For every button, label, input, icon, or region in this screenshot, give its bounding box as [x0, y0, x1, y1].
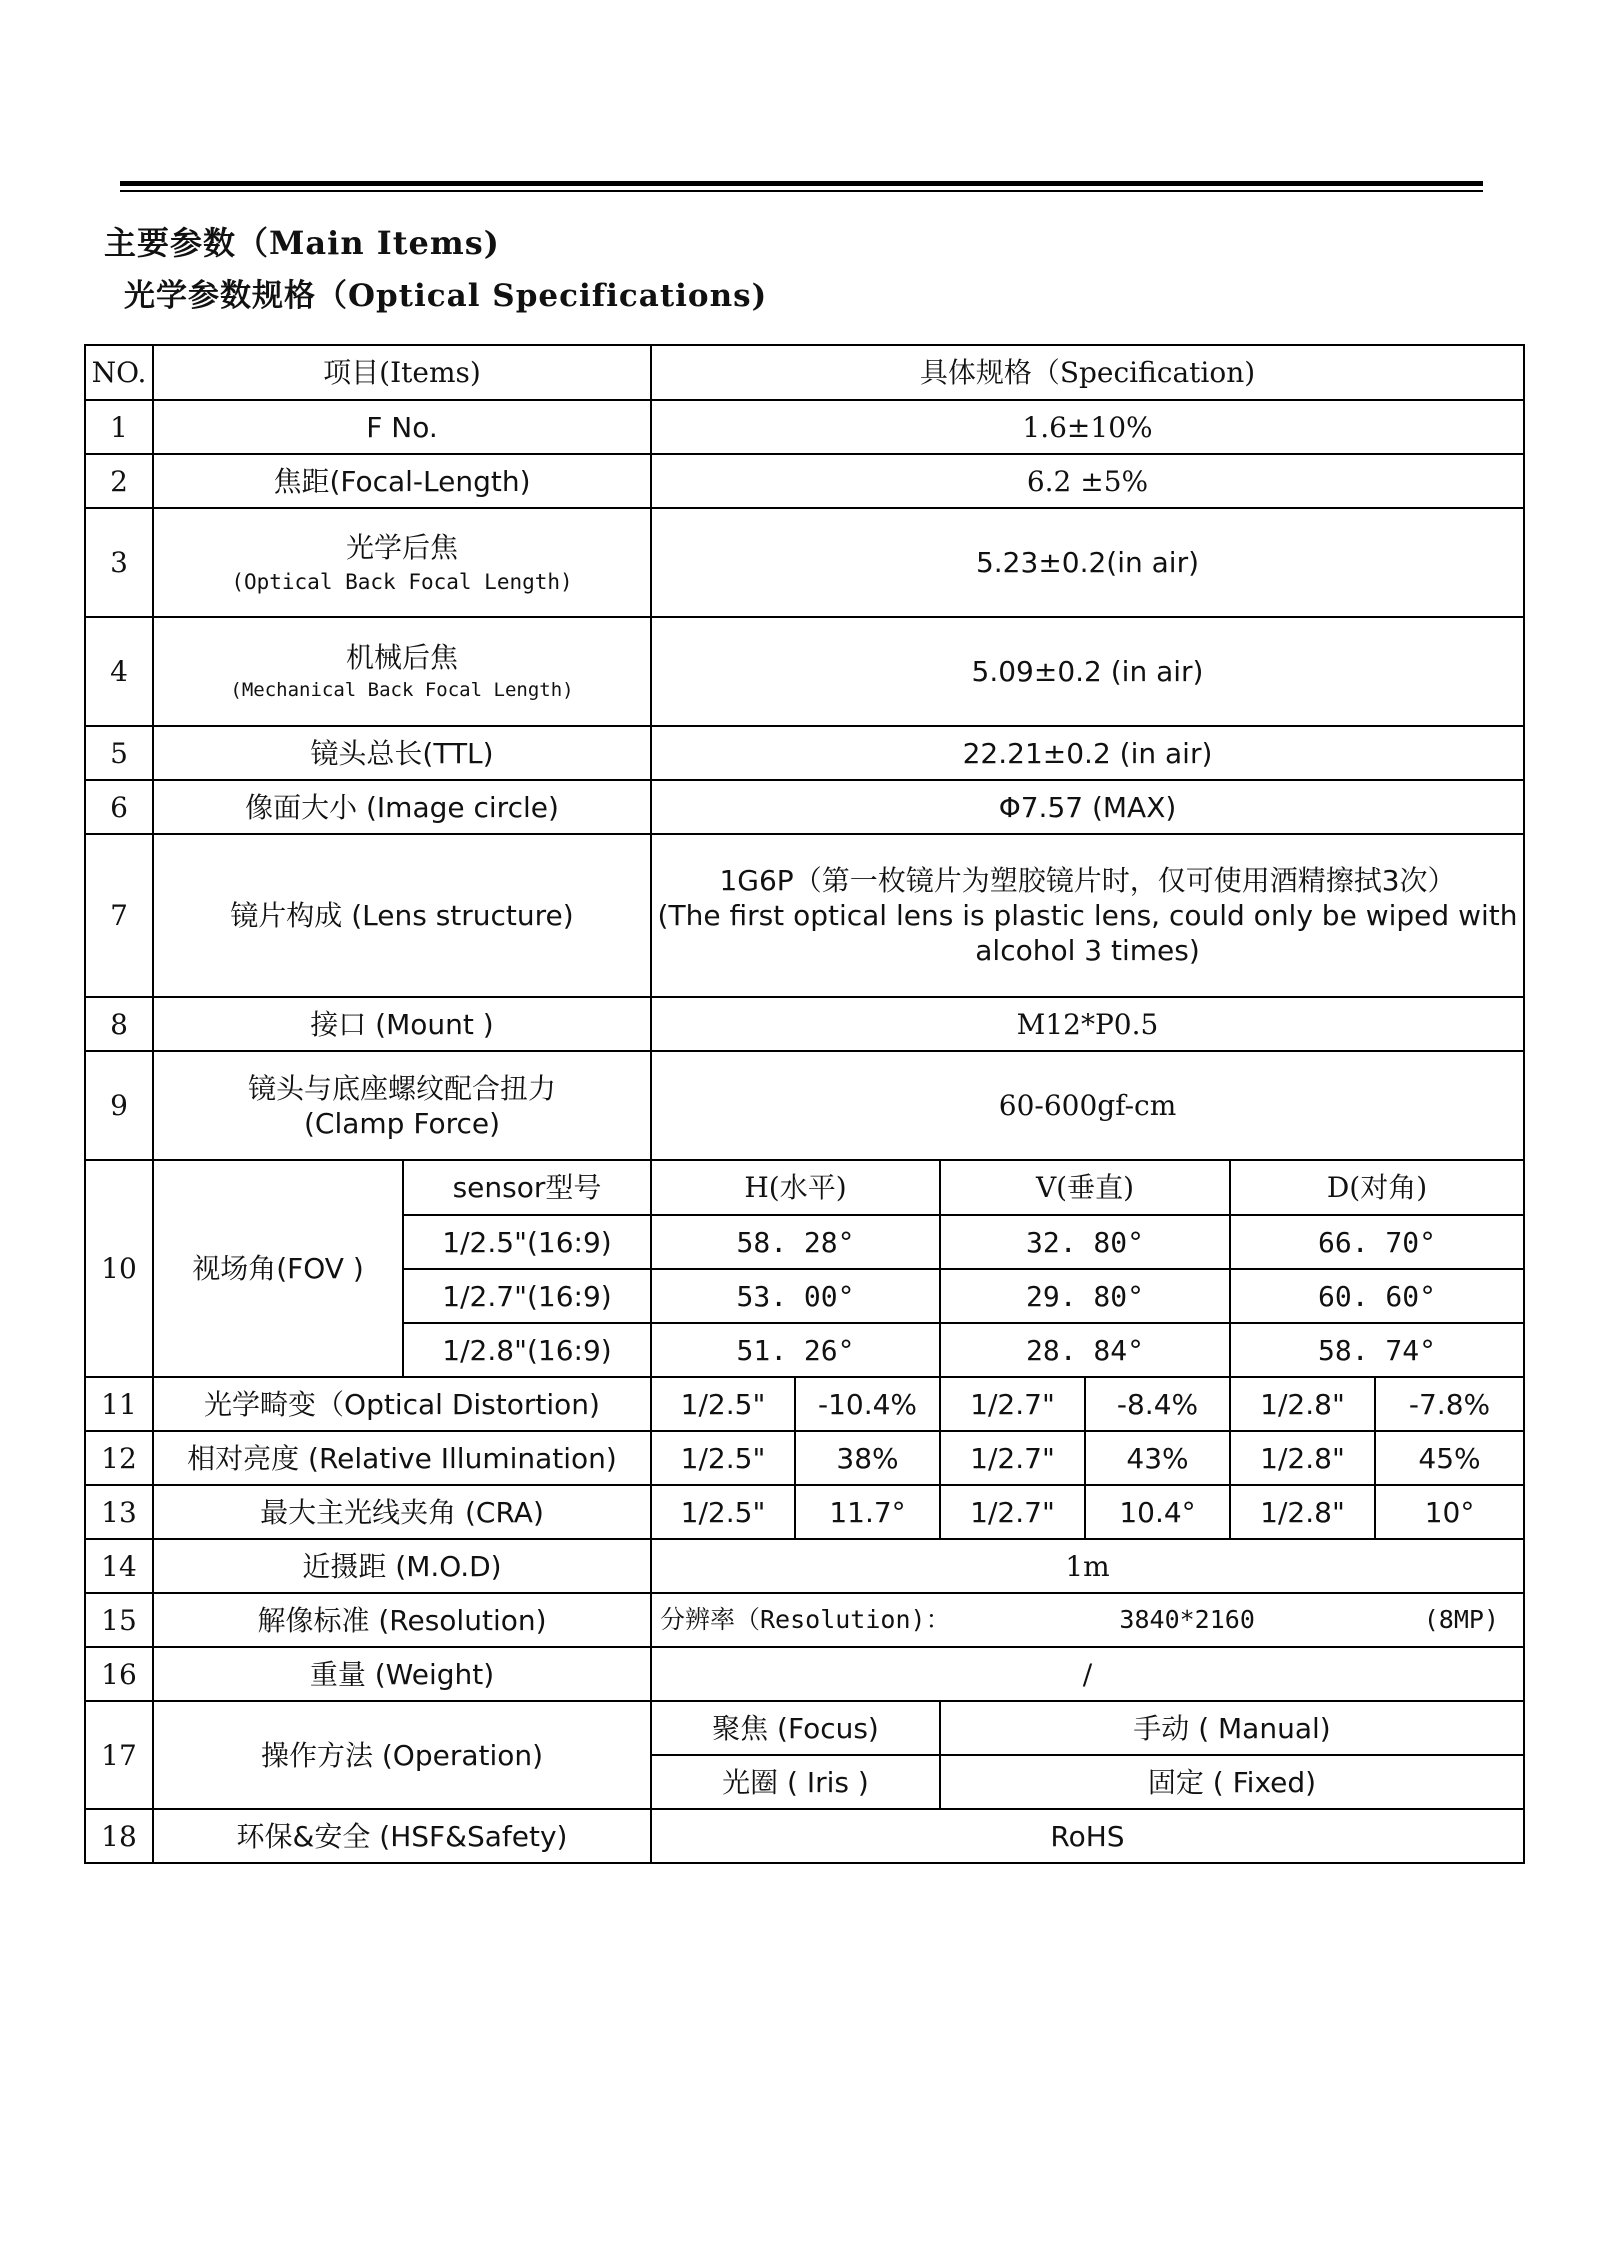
fov-v: 32. 80° [940, 1215, 1230, 1269]
table-row [85, 1051, 1524, 1160]
fov-col-sensor: sensor型号 [403, 1160, 651, 1215]
header-no: NO. [85, 345, 153, 400]
spec-value: 5.23±0.2(in air) [651, 508, 1524, 617]
sensor-size: 1/2.8" [1230, 1485, 1375, 1539]
illumination-value: 38% [795, 1431, 940, 1485]
focus-value: 手动 ( Manual) [940, 1701, 1524, 1755]
cra-value: 10° [1375, 1485, 1524, 1539]
table-row [85, 1485, 1524, 1539]
spec-value: M12*P0.5 [651, 997, 1524, 1051]
row-number: 10 [85, 1160, 153, 1377]
fov-sensor: 1/2.7"(16:9) [403, 1269, 651, 1323]
resolution-megapixels: (8MP) [1423, 1605, 1499, 1635]
spec-value: RoHS [651, 1809, 1524, 1863]
item-label: 视场角(FOV ) [153, 1160, 403, 1377]
fov-header-row [85, 1160, 1524, 1215]
header-specification: 具体规格（Specification) [651, 345, 1524, 400]
row-number: 2 [85, 454, 153, 508]
fov-d: 58. 74° [1230, 1323, 1524, 1377]
row-number: 1 [85, 400, 153, 454]
resolution-cell [651, 1593, 1524, 1647]
item-label: 镜头总长(TTL) [153, 726, 651, 780]
row-number: 11 [85, 1377, 153, 1431]
spec-value: 22.21±0.2 (in air) [651, 726, 1524, 780]
row-number: 14 [85, 1539, 153, 1593]
cra-value: 11.7° [795, 1485, 940, 1539]
top-rule-thick [120, 181, 1483, 186]
row-number: 3 [85, 508, 153, 617]
top-rule-thin [120, 190, 1483, 192]
fov-h: 51. 26° [651, 1323, 940, 1377]
row-number: 7 [85, 834, 153, 997]
fov-v: 28. 84° [940, 1323, 1230, 1377]
sensor-size: 1/2.5" [651, 1485, 795, 1539]
fov-h: 53. 00° [651, 1269, 940, 1323]
sensor-size: 1/2.7" [940, 1377, 1085, 1431]
fov-v: 29. 80° [940, 1269, 1230, 1323]
item-label: F No. [153, 400, 651, 454]
row-number: 15 [85, 1593, 153, 1647]
table-header-row [85, 345, 1524, 400]
row-number: 9 [85, 1051, 153, 1160]
resolution-label: 分辨率（Resolution)： [660, 1605, 951, 1635]
distortion-value: -8.4% [1085, 1377, 1230, 1431]
fov-col-v: V(垂直) [940, 1160, 1230, 1215]
iris-value: 固定 ( Fixed) [940, 1755, 1524, 1809]
illumination-value: 45% [1375, 1431, 1524, 1485]
row-number: 4 [85, 617, 153, 726]
item-label: 环保&安全 (HSF&Safety) [153, 1809, 651, 1863]
spec-value: 5.09±0.2 (in air) [651, 617, 1524, 726]
spec-value: 1m [651, 1539, 1524, 1593]
fov-d: 66. 70° [1230, 1215, 1524, 1269]
row-number: 12 [85, 1431, 153, 1485]
resolution-value: 3840*2160 [1119, 1605, 1255, 1635]
item-sublabel: (Optical Back Focal Length) [231, 569, 573, 594]
fov-h: 58. 28° [651, 1215, 940, 1269]
row-number: 5 [85, 726, 153, 780]
sensor-size: 1/2.8" [1230, 1431, 1375, 1485]
item-label: 最大主光线夹角 (CRA) [153, 1485, 651, 1539]
fov-d: 60. 60° [1230, 1269, 1524, 1323]
sensor-size: 1/2.8" [1230, 1377, 1375, 1431]
fov-col-d: D(对角) [1230, 1160, 1524, 1215]
row-number: 16 [85, 1647, 153, 1701]
table-row [85, 1431, 1524, 1485]
spec-value-line-1: 1G6P（第一枚镜片为塑胶镜片时，仅可使用酒精擦拭3次） [719, 864, 1456, 897]
item-label-cell [153, 1051, 651, 1160]
item-label: 焦距(Focal-Length) [153, 454, 651, 508]
sensor-size: 1/2.5" [651, 1377, 795, 1431]
table-row [85, 1377, 1524, 1431]
table-row [85, 508, 1524, 617]
spec-value: 60-600gf-cm [651, 1051, 1524, 1160]
optical-spec-table [84, 344, 1525, 1864]
table-row [85, 780, 1524, 834]
spec-value-cell [651, 834, 1524, 997]
item-label: 解像标准 (Resolution) [153, 1593, 651, 1647]
item-label: 光学畸变（Optical Distortion) [153, 1377, 651, 1431]
cra-value: 10.4° [1085, 1485, 1230, 1539]
item-label: 相对亮度 (Relative Illumination) [153, 1431, 651, 1485]
spec-value-line-2: (The first optical lens is plastic lens, could only be wiped with alcohol 3 times) [657, 899, 1518, 967]
table-row [85, 1593, 1524, 1647]
item-label: 重量 (Weight) [153, 1647, 651, 1701]
sensor-size: 1/2.7" [940, 1431, 1085, 1485]
item-label-cell [153, 508, 651, 617]
table-row [85, 1809, 1524, 1863]
row-number: 17 [85, 1701, 153, 1809]
item-label: 像面大小 (Image circle) [153, 780, 651, 834]
table-row [85, 400, 1524, 454]
illumination-value: 43% [1085, 1431, 1230, 1485]
table-row [85, 1647, 1524, 1701]
fov-sensor: 1/2.8"(16:9) [403, 1323, 651, 1377]
item-label: 接口 (Mount ) [153, 997, 651, 1051]
spec-value: 6.2 ±5% [651, 454, 1524, 508]
spec-value: / [651, 1647, 1524, 1701]
table-row [85, 726, 1524, 780]
table-row [85, 1539, 1524, 1593]
main-items-heading: 主要参数（Main Items) [104, 224, 500, 262]
row-number: 8 [85, 997, 153, 1051]
iris-label: 光圈 ( Iris ) [651, 1755, 940, 1809]
header-items: 项目(Items) [153, 345, 651, 400]
row-number: 6 [85, 780, 153, 834]
distortion-value: -10.4% [795, 1377, 940, 1431]
sensor-size: 1/2.7" [940, 1485, 1085, 1539]
item-label: 机械后焦 [345, 641, 458, 675]
table-row [85, 1701, 1524, 1755]
distortion-value: -7.8% [1375, 1377, 1524, 1431]
focus-label: 聚焦 (Focus) [651, 1701, 940, 1755]
item-label: 镜片构成 (Lens structure) [153, 834, 651, 997]
item-label: 近摄距 (M.O.D) [153, 1539, 651, 1593]
table-row [85, 617, 1524, 726]
item-label-cell [153, 617, 651, 726]
optical-spec-heading: 光学参数规格（Optical Specifications) [124, 278, 768, 314]
item-label: 操作方法 (Operation) [153, 1701, 651, 1809]
item-label: 光学后焦 [345, 530, 458, 564]
spec-value: 1.6±10% [651, 400, 1524, 454]
row-number: 13 [85, 1485, 153, 1539]
table-row [85, 834, 1524, 997]
item-sublabel: (Mechanical Back Focal Length) [230, 679, 574, 702]
fov-sensor: 1/2.5"(16:9) [403, 1215, 651, 1269]
spec-value: Φ7.57 (MAX) [651, 780, 1524, 834]
row-number: 18 [85, 1809, 153, 1863]
table-row [85, 454, 1524, 508]
item-label: 镜头与底座螺纹配合扭力 [247, 1071, 556, 1105]
table-row [85, 997, 1524, 1051]
item-label-en: (Clamp Force) [303, 1106, 501, 1140]
sensor-size: 1/2.5" [651, 1431, 795, 1485]
fov-col-h: H(水平) [651, 1160, 940, 1215]
